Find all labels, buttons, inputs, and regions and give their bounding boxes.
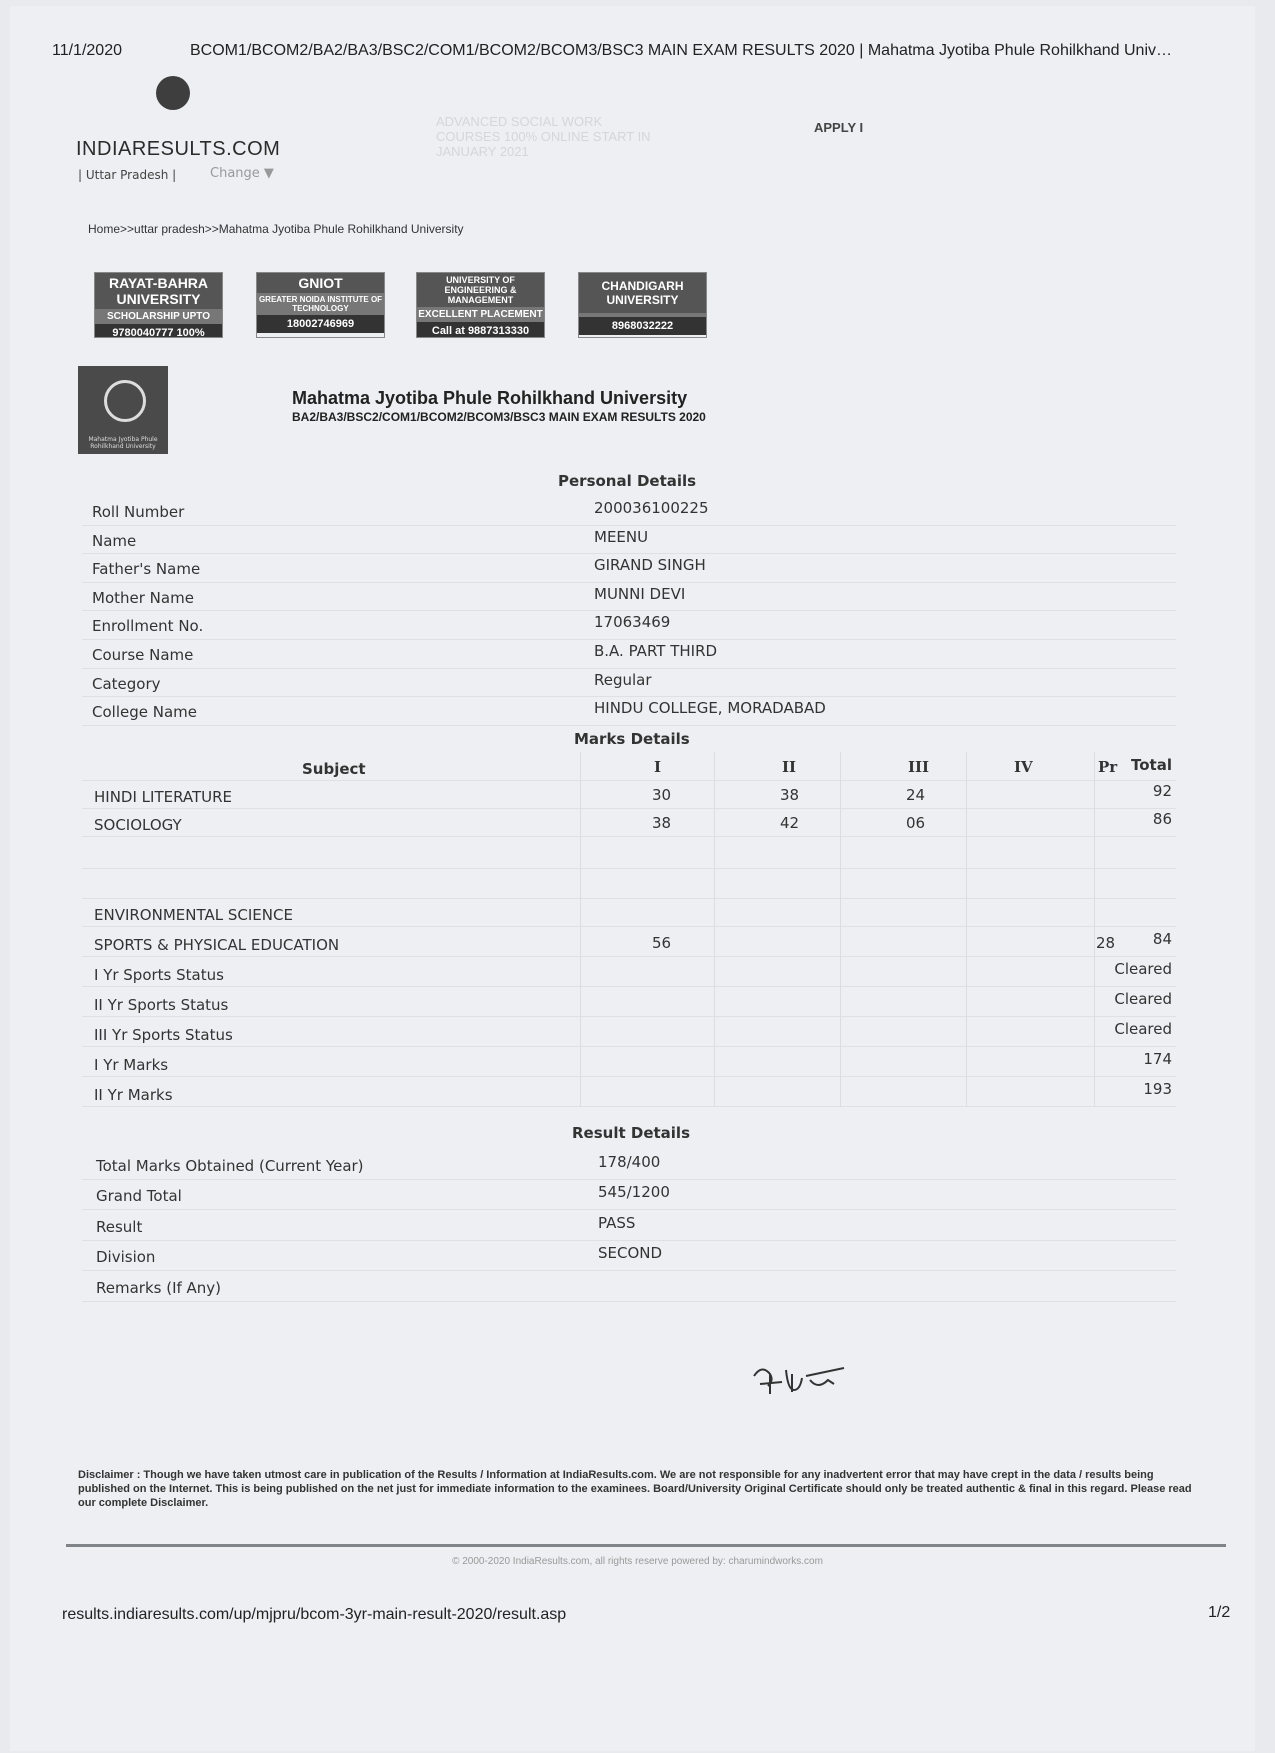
- marks-row: [82, 956, 1176, 987]
- result-value: PASS: [598, 1213, 636, 1232]
- marks-p3: 24: [906, 786, 926, 804]
- marks-row: [82, 868, 1176, 899]
- field-label: Roll Number: [92, 503, 185, 521]
- field-value: B.A. PART THIRD: [594, 642, 718, 660]
- personal-row: [82, 639, 1176, 669]
- print-url: results.indiaresults.com/up/mjpru/bcom-3yr-main-result-2020/result.asp: [62, 1606, 567, 1623]
- field-label: Father's Name: [92, 560, 201, 579]
- page-number: 1/2: [1208, 1604, 1231, 1621]
- subject-name: III Yr Sports Status: [94, 1026, 233, 1044]
- result-label: Grand Total: [96, 1187, 182, 1205]
- marks-p2: 38: [780, 786, 800, 804]
- result-row: [82, 1270, 1176, 1302]
- marks-total: 193: [1143, 1080, 1172, 1098]
- field-label: Mother Name: [92, 588, 194, 607]
- banner-line: GREATER NOIDA INSTITUTE OF TECHNOLOGY: [258, 295, 383, 313]
- field-label: Enrollment No.: [92, 617, 204, 636]
- field-label: Course Name: [92, 646, 194, 664]
- column-header-p4: IV: [1014, 758, 1033, 776]
- marks-details-heading: Marks Details: [574, 730, 690, 748]
- marks-row: [82, 780, 1176, 809]
- personal-row: [82, 582, 1176, 612]
- marks-header-row: [82, 752, 1176, 781]
- result-row: [82, 1179, 1176, 1211]
- marks-row: [82, 836, 1176, 869]
- field-value: MEENU: [594, 527, 649, 546]
- copyright: © 2000-2020 IndiaResults.com, all rights reserve powered by: charumindworks.com: [452, 1556, 823, 1567]
- result-value: 545/1200: [598, 1183, 670, 1201]
- result-value: 178/400: [598, 1152, 661, 1171]
- university-emblem-icon: [78, 366, 168, 454]
- banner-chandigarh[interactable]: [578, 272, 707, 338]
- marks-total: Cleared: [1114, 960, 1172, 978]
- personal-row: [82, 668, 1176, 698]
- result-label: Division: [96, 1248, 156, 1266]
- subject-name: HINDI LITERATURE: [94, 788, 233, 806]
- print-date: 11/1/2020: [52, 42, 122, 59]
- footer-divider: [66, 1544, 1226, 1547]
- marks-p1: 38: [652, 814, 672, 832]
- logo-text: INDIARESULTS.COM: [76, 138, 281, 160]
- marks-row: [82, 1046, 1176, 1077]
- banner-title: RAYAT-BAHRA UNIVERSITY: [95, 273, 222, 309]
- marks-p3: 06: [906, 814, 926, 832]
- banner-line: EXCELLENT PLACEMENT: [418, 309, 543, 320]
- result-label: Total Marks Obtained (Current Year): [96, 1156, 364, 1175]
- result-details-heading: Result Details: [572, 1124, 690, 1142]
- banner-phone: Call at 9887313330: [417, 322, 544, 338]
- field-label: Name: [92, 531, 137, 550]
- subject-name: II Yr Marks: [94, 1086, 173, 1104]
- banner-uem[interactable]: [416, 272, 545, 338]
- marks-pr: 28: [1096, 934, 1116, 952]
- personal-details-heading: Personal Details: [558, 472, 697, 490]
- exam-title: BA2/BA3/BSC2/COM1/BCOM2/BCOM3/BSC3 MAIN EXAM RESULTS 2020: [292, 410, 706, 424]
- signature-icon: [748, 1350, 858, 1400]
- field-value: Regular: [594, 670, 652, 689]
- personal-row: [82, 610, 1176, 640]
- column-header-pr: Pr: [1098, 758, 1118, 776]
- change-state-link[interactable]: Change ▼: [210, 166, 274, 181]
- ad-text[interactable]: ADVANCED SOCIAL WORK COURSES 100% ONLINE START IN JANUARY 2021: [436, 114, 651, 159]
- banner-phone: 18002746969: [257, 315, 384, 333]
- marks-row: [82, 986, 1176, 1017]
- banner-phone: 8968032222: [579, 317, 706, 335]
- result-label: Remarks (If Any): [96, 1278, 222, 1297]
- banner-title: GNIOT: [257, 273, 384, 293]
- person-logo-icon: [156, 76, 190, 110]
- emblem-wheel-icon: [104, 380, 146, 422]
- subject-name: I Yr Sports Status: [94, 966, 224, 984]
- column-divider: [1094, 752, 1095, 1106]
- marks-p2: 42: [780, 814, 800, 832]
- column-header-total: Total: [1131, 756, 1172, 774]
- field-value: 200036100225: [594, 499, 709, 517]
- personal-row: [82, 696, 1176, 726]
- banner-phone: 9780040777 100%: [95, 324, 222, 338]
- personal-row: [82, 525, 1176, 555]
- breadcrumb[interactable]: Home>>uttar pradesh>>Mahatma Jyotiba Phule Rohilkhand University: [88, 222, 464, 236]
- column-divider: [580, 752, 581, 1106]
- marks-total: 174: [1143, 1050, 1172, 1068]
- subject-name: SPORTS & PHYSICAL EDUCATION: [94, 936, 340, 954]
- marks-total: Cleared: [1114, 1020, 1172, 1038]
- disclaimer: [78, 1468, 1196, 1510]
- personal-row: [82, 496, 1176, 526]
- field-value: GIRAND SINGH: [594, 556, 706, 575]
- subject-name: I Yr Marks: [94, 1056, 169, 1074]
- banner-title: UNIVERSITY OF ENGINEERING & MANAGEMENT: [417, 273, 544, 307]
- result-row: [82, 1240, 1176, 1272]
- result-row: [82, 1148, 1176, 1180]
- marks-total: Cleared: [1114, 990, 1172, 1008]
- marks-total: 84: [1152, 930, 1172, 948]
- marks-row: [82, 808, 1176, 837]
- result-value: SECOND: [598, 1244, 663, 1262]
- marks-total: 86: [1152, 810, 1172, 828]
- column-divider: [714, 752, 715, 1106]
- subject-name: II Yr Sports Status: [94, 996, 229, 1014]
- marks-row: [82, 926, 1176, 957]
- column-header-p1: I: [654, 758, 662, 776]
- column-header-subject: Subject: [302, 760, 366, 778]
- marks-row: [82, 1016, 1176, 1047]
- banner-rayat-bahra[interactable]: [94, 272, 223, 338]
- banner-title: CHANDIGARH UNIVERSITY: [579, 273, 706, 313]
- banner-line: SCHOLARSHIP UPTO: [95, 309, 222, 324]
- marks-row: [82, 898, 1176, 927]
- state-label: | Uttar Pradesh |: [78, 168, 177, 182]
- print-title: BCOM1/BCOM2/BA2/BA3/BSC2/COM1/BCOM2/BCOM3/BSC3 MAIN EXAM RESULTS 2020 | Mahatma Jyotiba Phule Rohilkhand Univ…: [190, 42, 1172, 59]
- column-divider: [840, 752, 841, 1106]
- university-name: Mahatma Jyotiba Phule Rohilkhand University: [292, 388, 688, 408]
- disclaimer-text: Disclaimer : Though we have taken utmost care in publication of the Results / Information at IndiaResults.com. We are not responsible for any inadvertent error that may have crept in the data / results being published on the Internet. This is being published on the net just for immediate information to the examinees. Board/University Original Certificate should only be treated authentic & final in this regard. Please read our complete: [78, 1469, 1192, 1509]
- personal-row: [82, 553, 1176, 583]
- column-header-p3: III: [908, 758, 930, 776]
- field-value: MUNNI DEVI: [594, 584, 686, 603]
- subject-name: SOCIOLOGY: [94, 816, 182, 834]
- subject-name: ENVIRONMENTAL SCIENCE: [94, 906, 293, 924]
- emblem-caption: Mahatma Jyotiba Phule Rohilkhand University: [88, 436, 158, 450]
- result-label: Result: [96, 1217, 143, 1236]
- column-header-p2: II: [782, 758, 797, 776]
- marks-total: 92: [1152, 782, 1172, 800]
- disclaimer-link[interactable]: Disclaimer.: [150, 1497, 209, 1509]
- column-divider: [966, 752, 967, 1106]
- indiaresults-logo[interactable]: [76, 76, 281, 186]
- field-value: 17063469: [594, 613, 671, 632]
- banner-gniot[interactable]: [256, 272, 385, 338]
- field-label: Category: [92, 674, 161, 693]
- marks-p1: 30: [652, 786, 672, 804]
- result-row: [82, 1209, 1176, 1241]
- marks-p1: 56: [652, 934, 672, 952]
- marks-row: [82, 1076, 1176, 1107]
- field-value: HINDU COLLEGE, MORADABAD: [594, 699, 826, 718]
- field-label: College Name: [92, 703, 197, 722]
- apply-link[interactable]: APPLY I: [814, 120, 864, 135]
